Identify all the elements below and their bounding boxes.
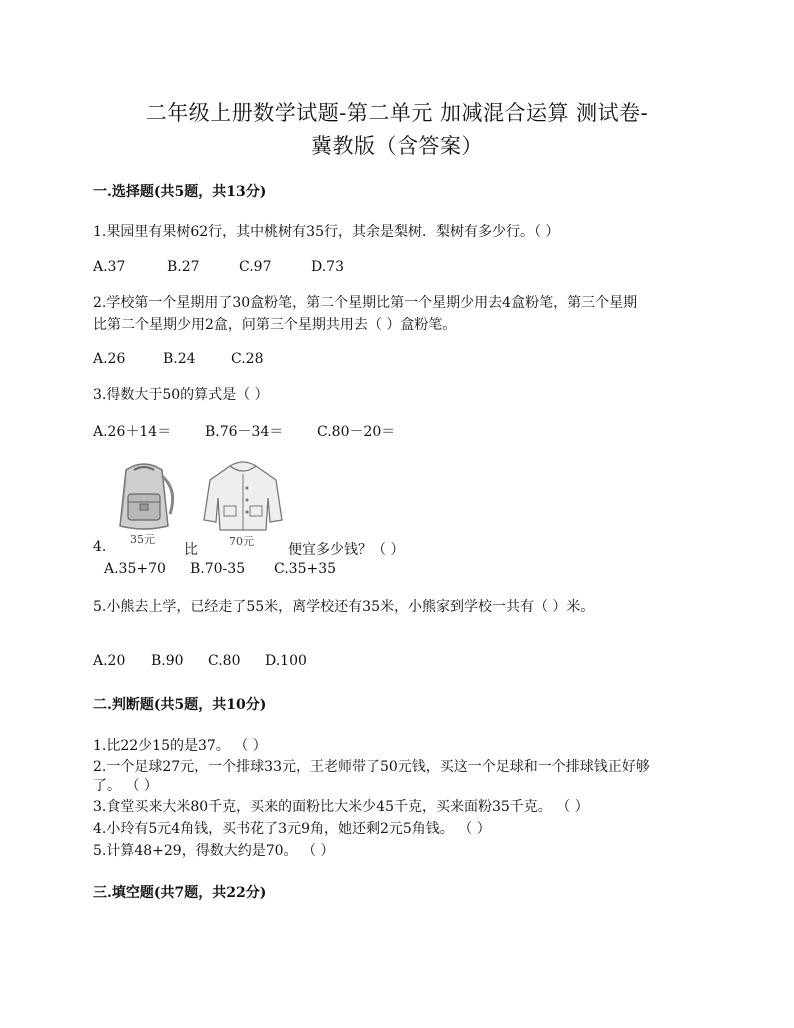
section2-heading: 二.判断题(共5题，共10分) bbox=[93, 697, 267, 713]
option-a: A.35+70 bbox=[104, 561, 166, 577]
q4-options bbox=[104, 561, 336, 577]
coat-image bbox=[200, 458, 286, 536]
page-title-line2: 冀教版（含答案） bbox=[311, 134, 483, 158]
q1-text: 1.果园里有果树62行，其中桃树有35行，其余是梨树．梨树有多少行。（ ） bbox=[93, 224, 560, 240]
option-b: B.76－34＝ bbox=[205, 424, 284, 440]
option-a: A.37 bbox=[93, 259, 126, 275]
option-a: A.26 bbox=[93, 351, 126, 367]
q3-options bbox=[93, 421, 395, 441]
tf-q2-line1: 2.一个足球27元，一个排球33元，王老师带了50元钱，买这一个足球和一个排球钱正好够 bbox=[93, 759, 650, 775]
option-a: A.26＋14＝ bbox=[93, 424, 172, 440]
tf-q5: 5.计算48+29，得数大约是70。 （ ） bbox=[93, 843, 335, 859]
tf-q4: 4.小玲有5元4角钱，买书花了3元9角，她还剩2元5角钱。 （ ） bbox=[93, 821, 491, 837]
q4-number: 4. bbox=[93, 539, 107, 555]
q5-text: 5.小熊去上学，已经走了55米，离学校还有35米，小熊家到学校一共有（ ）米。 bbox=[93, 599, 595, 615]
q4-question-tail: 便宜多少钱？（ ） bbox=[288, 542, 405, 558]
tf-q3: 3.食堂买来大米80千克，买来的面粉比大米少45千克，买来面粉35千克。 （ ） bbox=[93, 799, 589, 815]
bag-price-label: 35元 bbox=[130, 533, 155, 546]
option-c: C.28 bbox=[231, 351, 264, 367]
option-a: A.20 bbox=[93, 653, 126, 669]
tf-q1: 1.比22少15的是37。 （ ） bbox=[93, 738, 267, 754]
backpack-image bbox=[104, 456, 184, 536]
option-b: B.27 bbox=[167, 259, 200, 275]
q2-text-line1: 2.学校第一个星期用了30盒粉笔，第二个星期比第一个星期少用去4盒粉笔，第三个星期 bbox=[93, 295, 638, 311]
coat-price-label: 70元 bbox=[229, 535, 254, 548]
option-b: B.70-35 bbox=[190, 561, 246, 577]
section3-heading: 三.填空题(共7题，共22分) bbox=[93, 885, 267, 901]
section1-heading: 一.选择题(共5题，共13分) bbox=[93, 184, 267, 200]
option-d: D.100 bbox=[265, 653, 307, 669]
option-c: C.97 bbox=[239, 259, 272, 275]
option-c: C.35+35 bbox=[274, 561, 337, 577]
q4-compare-word: 比 bbox=[184, 542, 198, 558]
option-b: B.90 bbox=[151, 653, 184, 669]
tf-q2-line2: 了。 （ ） bbox=[93, 778, 158, 794]
q3-text: 3.得数大于50的算式是（ ） bbox=[93, 387, 269, 403]
option-d: D.73 bbox=[311, 259, 344, 275]
q1-options bbox=[93, 259, 344, 275]
option-c: C.80 bbox=[208, 653, 241, 669]
q2-options bbox=[93, 351, 263, 367]
option-c: C.80－20＝ bbox=[317, 424, 396, 440]
q5-options bbox=[93, 653, 307, 669]
page-title-line1: 二年级上册数学试题-第二单元 加减混合运算 测试卷- bbox=[145, 101, 649, 125]
q2-text-line2: 比第二个星期少用2盒，问第三个星期共用去（ ）盒粉笔。 bbox=[93, 317, 457, 333]
option-b: B.24 bbox=[163, 351, 196, 367]
